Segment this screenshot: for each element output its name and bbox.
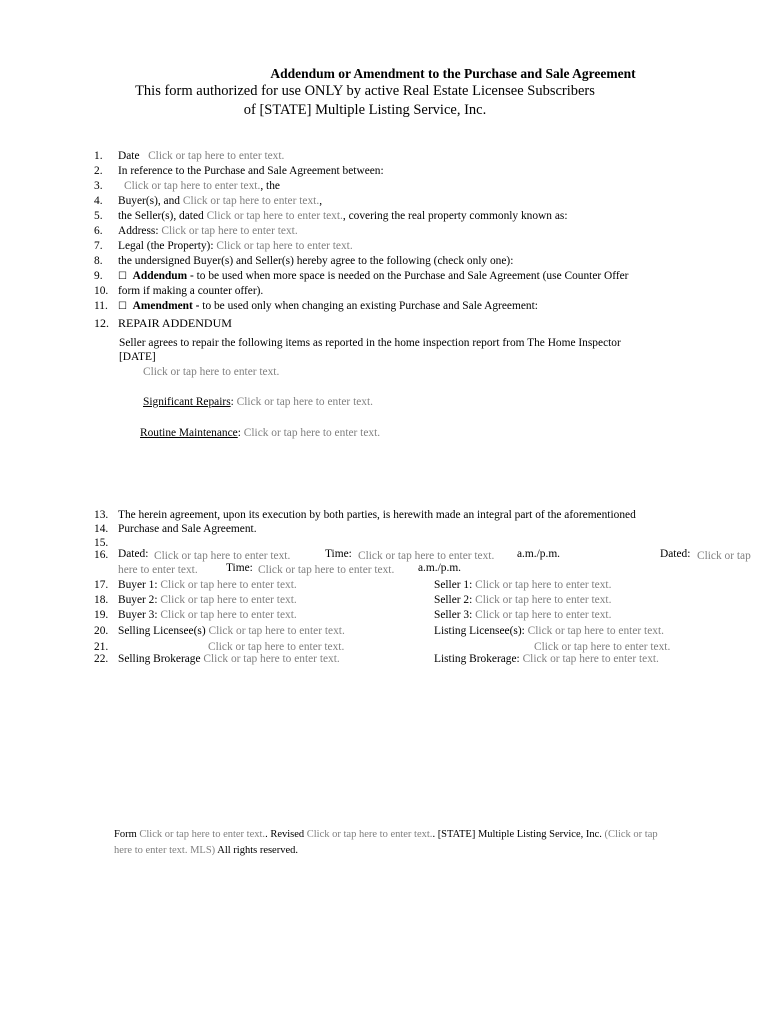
integration-clause-continued: Purchase and Sale Agreement. — [118, 523, 257, 535]
listing-licensee-label: Listing Licensee(s): — [434, 625, 528, 637]
line-number: 15. — [94, 537, 109, 549]
listing-licensee-field-2[interactable]: Click or tap here to enter text. — [534, 641, 671, 653]
buyers-and-label: Buyer(s), and — [118, 195, 183, 207]
seller-3-label: Seller 3: — [434, 609, 476, 621]
seller-dated-label: Dated: — [660, 548, 691, 560]
legal-description-field[interactable]: Click or tap here to enter text. — [216, 240, 353, 252]
buyer-1-field[interactable]: Click or tap here to enter text. — [160, 579, 297, 591]
buyer-1-label: Buyer 1: — [118, 579, 161, 591]
buyer-2-field[interactable]: Click or tap here to enter text. — [160, 594, 297, 606]
line-number: 12. — [94, 316, 109, 330]
listing-licensee-field[interactable]: Click or tap here to enter text. — [527, 625, 664, 637]
line-number: 3. — [94, 180, 103, 192]
colon: : — [230, 396, 234, 408]
line-number: 9. — [94, 270, 103, 282]
seller-2-label: Seller 2: — [434, 594, 476, 606]
seller-1-row — [434, 578, 611, 592]
address-label: Address: — [118, 225, 162, 237]
addendum-label: Addendum - — [132, 270, 197, 282]
line-number: 11. — [94, 300, 108, 312]
form-title: Addendum or Amendment to the Purchase and Sale Agreement — [270, 66, 636, 81]
seller-time-field[interactable]: Click or tap here to enter text. — [258, 564, 395, 576]
seller-time-label: Time: — [226, 562, 253, 574]
seller-names-field[interactable]: Click or tap here to enter text. — [182, 195, 320, 207]
significant-repairs-row — [143, 395, 373, 409]
line-number: 1. — [94, 150, 103, 162]
copyright-year-field[interactable]: (Click or tap — [604, 829, 658, 840]
buyer-dated-label: Dated: — [118, 548, 149, 560]
seller-2-field[interactable]: Click or tap here to enter text. — [475, 594, 612, 606]
repair-addendum-heading: REPAIR ADDENDUM — [118, 316, 232, 330]
routine-maintenance-row — [140, 426, 380, 440]
inspection-details-field[interactable]: Click or tap here to enter text. — [143, 366, 280, 378]
addendum-description-continued: form if making a counter offer). — [118, 285, 264, 297]
line-number: 2. — [94, 165, 103, 177]
listing-brokerage-row — [434, 652, 659, 666]
listing-licensee-row — [434, 624, 664, 638]
agreement-reference-text: In reference to the Purchase and Sale Agreement between: — [118, 165, 384, 177]
footer-form-label: Form — [114, 829, 140, 840]
inspection-date: [DATE] — [119, 351, 156, 363]
copyright-year-field-wrap[interactable]: here to enter text. MLS) — [114, 845, 218, 856]
line-number: 6. — [94, 225, 103, 237]
buyer-3-label: Buyer 3: — [118, 609, 161, 621]
line-number: 17. — [94, 579, 109, 591]
buyer-ampm: a.m./p.m. — [517, 548, 561, 560]
line-number: 7. — [94, 240, 103, 252]
routine-maintenance-label: Routine Maintenance — [140, 427, 238, 439]
legal-label: Legal (the Property): — [118, 240, 217, 252]
colon: : — [237, 427, 241, 439]
form-footer — [114, 827, 754, 859]
address-field[interactable]: Click or tap here to enter text. — [161, 225, 298, 237]
buyer-time-label: Time: — [325, 548, 352, 560]
selling-licensee-field-2[interactable]: Click or tap here to enter text. — [208, 641, 345, 653]
selling-brokerage-label: Selling Brokerage — [118, 653, 204, 665]
amendment-checkbox[interactable]: ☐ — [118, 301, 127, 312]
line-number: 18. — [94, 594, 109, 606]
listing-brokerage-label: Listing Brokerage: — [434, 653, 523, 665]
repair-intro-text: Seller agrees to repair the following items as reported in the home inspection report from The Home Inspector — [119, 337, 621, 349]
form-organization: of [STATE] Multiple Listing Service, Inc. — [243, 102, 487, 118]
line-number: 5. — [94, 210, 103, 222]
buyer-names-field[interactable]: Click or tap here to enter text. — [124, 180, 261, 192]
agreement-instruction-text: the undersigned Buyer(s) and Seller(s) hereby agree to the following (check only one): — [118, 255, 514, 267]
integration-clause: The herein agreement, upon its execution by both parties, is herewith made an integral part of the aforementioned — [118, 509, 636, 521]
buyer-date-field[interactable]: Click or tap here to enter text. — [154, 550, 291, 562]
line-number: 19. — [94, 609, 109, 621]
line-number: 8. — [94, 255, 103, 267]
buyer-2-label: Buyer 2: — [118, 594, 161, 606]
line-number: 16. — [94, 549, 109, 561]
addendum-description: to be used when more space is needed on the Purchase and Sale Agreement (use Counter Offer — [196, 270, 629, 282]
line-4-suffix: , — [319, 195, 323, 207]
seller-date-field-wrap[interactable]: here to enter text. — [118, 564, 198, 576]
line-3-suffix: , the — [260, 180, 280, 192]
seller-3-field[interactable]: Click or tap here to enter text. — [475, 609, 612, 621]
line-number: 21. — [94, 641, 109, 653]
line-number: 14. — [94, 523, 109, 535]
form-number-field[interactable]: Click or tap here to enter text. — [139, 829, 266, 840]
significant-repairs-field[interactable]: Click or tap here to enter text. — [236, 396, 373, 408]
line-number: 22. — [94, 653, 109, 665]
date-label: Date — [118, 150, 140, 162]
seller-dated-label: the Seller(s), dated — [118, 210, 207, 222]
footer-revised-label: . Revised — [265, 829, 307, 840]
seller-date-field[interactable]: Click or tap — [697, 550, 751, 562]
selling-licensee-label: Selling Licensee(s) — [118, 625, 209, 637]
property-covering-text: , covering the real property commonly known as: — [342, 210, 568, 222]
buyer-3-field[interactable]: Click or tap here to enter text. — [160, 609, 297, 621]
seller-2-row — [434, 593, 611, 607]
selling-licensee-field[interactable]: Click or tap here to enter text. — [208, 625, 345, 637]
seller-3-row — [434, 608, 611, 622]
significant-repairs-label: Significant Repairs — [143, 396, 231, 408]
revised-date-field[interactable]: Click or tap here to enter text. — [306, 829, 433, 840]
all-rights-reserved: All rights reserved. — [217, 845, 299, 856]
amendment-label: Amendment - — [132, 300, 203, 312]
date-field[interactable]: Click or tap here to enter text. — [148, 150, 285, 162]
selling-brokerage-field[interactable]: Click or tap here to enter text. — [203, 653, 340, 665]
agreement-date-field[interactable]: Click or tap here to enter text. — [206, 210, 343, 222]
amendment-description: to be used only when changing an existing Purchase and Sale Agreement: — [202, 300, 538, 312]
line-number: 10. — [94, 285, 109, 297]
line-number: 4. — [94, 195, 103, 207]
seller-1-label: Seller 1: — [434, 579, 476, 591]
seller-ampm: a.m./p.m. — [418, 562, 462, 574]
addendum-checkbox[interactable]: ☐ — [118, 271, 127, 282]
routine-maintenance-field[interactable]: Click or tap here to enter text. — [243, 427, 381, 439]
line-number: 13. — [94, 509, 109, 521]
listing-brokerage-field[interactable]: Click or tap here to enter text. — [522, 653, 659, 665]
buyer-time-field[interactable]: Click or tap here to enter text. — [358, 550, 495, 562]
form-subtitle: This form authorized for use ONLY by active Real Estate Licensee Subscribers — [135, 83, 595, 99]
line-number: 20. — [94, 625, 109, 637]
footer-organization: . [STATE] Multiple Listing Service, Inc. — [432, 829, 605, 840]
seller-1-field[interactable]: Click or tap here to enter text. — [475, 579, 612, 591]
